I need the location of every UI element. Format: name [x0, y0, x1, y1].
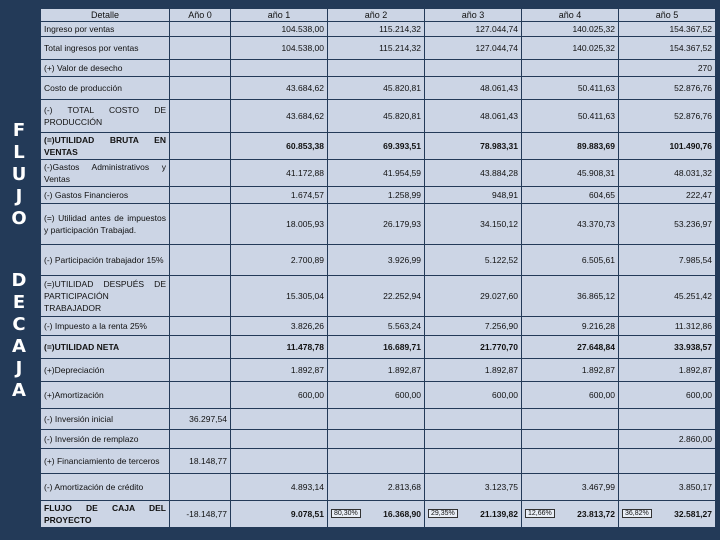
cell-year-2: [328, 409, 424, 429]
cell-year-3: [425, 133, 521, 159]
cell-value: 2.860,00: [678, 434, 712, 444]
cell-value: 154.367,52: [669, 43, 712, 53]
cell-year-2: [328, 430, 424, 448]
cell-year-5: [619, 430, 715, 448]
cell-year-5: [619, 474, 715, 500]
row-label: (-) Inversión inicial: [41, 409, 169, 429]
cell-value: 154.367,52: [669, 24, 712, 34]
cell-value: 1.258,99: [387, 190, 421, 200]
row-label: (=)UTILIDAD NETA: [41, 336, 169, 358]
cell-value: 600,00: [686, 390, 712, 400]
cell-year-3: [425, 245, 521, 275]
cell-year-3: [425, 409, 521, 429]
header-year: año 5: [619, 9, 715, 21]
cell-year-1: [231, 37, 327, 59]
cell-year-0: [170, 430, 230, 448]
cell-year-5: [619, 22, 715, 36]
cell-value: 89.883,69: [577, 141, 615, 151]
cell-year-1: [231, 22, 327, 36]
cell-value: 5.563,24: [387, 321, 421, 331]
cell-year-2: [328, 501, 424, 527]
cell-year-3: [425, 77, 521, 99]
cell-value: 43.884,28: [480, 168, 518, 178]
cell-value: 33.938,57: [674, 342, 712, 352]
side-letter: O: [11, 208, 27, 229]
cell-year-4: [522, 359, 618, 381]
side-letter: L: [13, 142, 25, 163]
side-letter: U: [11, 164, 27, 185]
cell-year-5: [619, 245, 715, 275]
side-letter: A: [12, 380, 26, 401]
cell-year-1: [231, 359, 327, 381]
cell-value: 9.078,51: [290, 509, 324, 519]
cell-year-0: [170, 245, 230, 275]
cell-year-1: [231, 100, 327, 132]
row-label: (-) Amortización de crédito: [41, 474, 169, 500]
cell-year-1: [231, 60, 327, 76]
side-letter: J: [15, 186, 23, 207]
cell-value: 1.892,87: [290, 365, 324, 375]
cell-value: 21.770,70: [480, 342, 518, 352]
header-detalle: Detalle: [41, 9, 169, 21]
cell-year-1: [231, 409, 327, 429]
cell-year-5: [619, 60, 715, 76]
cell-value: 43.684,62: [286, 83, 324, 93]
table-row: [41, 22, 715, 36]
cell-value: 15.305,04: [286, 291, 324, 301]
cell-year-0: [170, 37, 230, 59]
cell-value: 600,00: [395, 390, 421, 400]
percent-box: 12,66%: [525, 509, 555, 518]
cell-value: 36.865,12: [577, 291, 615, 301]
row-label: (-) Inversión de remplazo: [41, 430, 169, 448]
cell-year-3: [425, 474, 521, 500]
cell-value: 101.490,76: [669, 141, 712, 151]
row-label: FLUJO DE CAJA DEL PROYECTO: [41, 501, 169, 527]
table-row: [41, 276, 715, 316]
cell-year-4: [522, 276, 618, 316]
cell-year-1: [231, 501, 327, 527]
cell-value: 43.370,73: [577, 219, 615, 229]
cell-value: 7.256,90: [484, 321, 518, 331]
cell-year-0: 36.297,54: [170, 409, 230, 429]
cell-value: 41.954,59: [383, 168, 421, 178]
cell-value: 45.908,31: [577, 168, 615, 178]
cell-value: 1.892,87: [678, 365, 712, 375]
cell-value: 127.044,74: [475, 24, 518, 34]
cell-year-4: [522, 77, 618, 99]
cell-value: 104.538,00: [281, 43, 324, 53]
cell-year-2: [328, 245, 424, 275]
cell-year-2: [328, 204, 424, 244]
cell-value: 27.648,84: [577, 342, 615, 352]
cell-year-3: [425, 501, 521, 527]
cell-value: 43.684,62: [286, 111, 324, 121]
cell-value: 4.893,14: [290, 482, 324, 492]
cell-year-2: [328, 359, 424, 381]
row-label: (=) Utilidad antes de impuestos y participación Trabajad.: [41, 204, 169, 244]
cell-year-2: [328, 336, 424, 358]
cell-year-3: [425, 276, 521, 316]
cell-year-2: [328, 276, 424, 316]
cell-year-2: [328, 160, 424, 186]
cell-year-0: [170, 204, 230, 244]
table-row: [41, 501, 715, 527]
cell-year-1: [231, 204, 327, 244]
cell-value: 3.123,75: [484, 482, 518, 492]
table-row: [41, 430, 715, 448]
cell-value: 45.251,42: [674, 291, 712, 301]
cell-value: 34.150,12: [480, 219, 518, 229]
cash-flow-table: [40, 8, 716, 528]
cell-value: 600,00: [589, 390, 615, 400]
cell-value: 140.025,32: [572, 43, 615, 53]
cell-year-2: [328, 60, 424, 76]
cell-year-5: [619, 336, 715, 358]
cell-year-3: [425, 37, 521, 59]
side-title-flujo: [6, 120, 32, 230]
table-row: [41, 204, 715, 244]
row-label: (+) Financiamiento de terceros: [41, 449, 169, 473]
cell-year-5: [619, 160, 715, 186]
row-label: Total ingresos por ventas: [41, 37, 169, 59]
cell-year-1: [231, 276, 327, 316]
header-year: año 1: [231, 9, 327, 21]
cell-value: 115.214,32: [379, 24, 421, 34]
cell-year-2: [328, 449, 424, 473]
cell-year-5: [619, 501, 715, 527]
cell-value: 60.853,38: [286, 141, 324, 151]
cell-year-4: [522, 160, 618, 186]
cell-year-3: [425, 60, 521, 76]
percent-box: 29,35%: [428, 509, 458, 518]
side-letter: D: [11, 270, 27, 291]
cell-value: 2.813,68: [387, 482, 421, 492]
table-row: [41, 77, 715, 99]
cell-year-5: [619, 382, 715, 408]
cell-year-0: 18.148,77: [170, 449, 230, 473]
cell-value: 3.850,17: [678, 482, 712, 492]
cell-value: 53.236,97: [674, 219, 712, 229]
table-row: [41, 187, 715, 203]
header-year: Año 0: [170, 9, 230, 21]
cell-year-0: [170, 474, 230, 500]
cell-year-3: [425, 449, 521, 473]
cell-year-1: [231, 187, 327, 203]
cell-year-1: [231, 77, 327, 99]
cell-year-2: [328, 474, 424, 500]
cell-year-4: [522, 336, 618, 358]
cell-year-0: [170, 133, 230, 159]
cell-year-0: [170, 359, 230, 381]
cell-year-1: [231, 317, 327, 335]
cell-year-0: [170, 187, 230, 203]
cell-year-1: [231, 133, 327, 159]
table-row: [41, 359, 715, 381]
table-row: [41, 317, 715, 335]
side-letter: F: [12, 120, 26, 141]
row-label: (-)Gastos Administrativos y Ventas: [41, 160, 169, 186]
cell-year-4: [522, 37, 618, 59]
header-year: año 3: [425, 9, 521, 21]
cell-year-5: [619, 449, 715, 473]
cell-value: 1.892,87: [581, 365, 615, 375]
cell-year-5: [619, 37, 715, 59]
cell-value: 600,00: [492, 390, 518, 400]
cell-year-0: [170, 160, 230, 186]
cell-value: 6.505,61: [581, 255, 615, 265]
cell-year-4: [522, 430, 618, 448]
cell-value: 45.820,81: [383, 111, 421, 121]
cell-year-0: [170, 336, 230, 358]
cell-value: 16.689,71: [383, 342, 421, 352]
percent-box: 36,82%: [622, 509, 652, 518]
cell-value: 1.674,57: [290, 190, 324, 200]
cell-value: 3.926,99: [387, 255, 421, 265]
cell-year-4: [522, 133, 618, 159]
cell-value: 115.214,32: [379, 43, 421, 53]
side-letter: A: [12, 336, 26, 357]
cell-value: 16.368,90: [383, 509, 421, 519]
cell-value: 18.005,93: [286, 219, 324, 229]
table-row: [41, 37, 715, 59]
cell-year-4: [522, 409, 618, 429]
cell-year-3: [425, 204, 521, 244]
cell-year-4: [522, 204, 618, 244]
row-label: (=)UTILIDAD DESPUÉS DE PARTICIPACIÓN TRABAJADOR: [41, 276, 169, 316]
row-label: (-) TOTAL COSTO DE PRODUCCIÓN: [41, 100, 169, 132]
cell-value: 5.122,52: [484, 255, 518, 265]
cell-year-0: [170, 77, 230, 99]
cell-value: 948,91: [492, 190, 518, 200]
cell-year-0: [170, 60, 230, 76]
cell-year-5: [619, 133, 715, 159]
table-row: [41, 245, 715, 275]
header-row: [41, 9, 715, 21]
cell-year-0: -18.148,77: [170, 501, 230, 527]
cell-value: 50.411,63: [577, 83, 615, 93]
cell-year-2: [328, 187, 424, 203]
cell-year-4: [522, 245, 618, 275]
table-row: [41, 60, 715, 76]
cell-year-5: [619, 276, 715, 316]
cell-value: 23.813,72: [577, 509, 615, 519]
table-row: [41, 449, 715, 473]
cell-year-1: [231, 382, 327, 408]
cell-year-1: [231, 160, 327, 186]
cell-year-4: [522, 22, 618, 36]
row-label: (+)Amortización: [41, 382, 169, 408]
cell-value: 21.139,82: [480, 509, 518, 519]
cell-value: 270: [697, 63, 712, 73]
cell-year-5: [619, 359, 715, 381]
cell-value: 3.826,26: [290, 321, 324, 331]
row-label: Costo de producción: [41, 77, 169, 99]
cell-value: 604,65: [589, 190, 615, 200]
cell-year-5: [619, 77, 715, 99]
cell-value: 1.892,87: [387, 365, 421, 375]
cell-value: 2.700,89: [290, 255, 324, 265]
cell-year-2: [328, 22, 424, 36]
cell-year-3: [425, 359, 521, 381]
cell-year-0: [170, 100, 230, 132]
cell-value: 104.538,00: [281, 24, 324, 34]
percent-box: 80,30%: [331, 509, 361, 518]
row-label: (=)UTILIDAD BRUTA EN VENTAS: [41, 133, 169, 159]
cell-year-4: [522, 187, 618, 203]
cell-year-2: [328, 100, 424, 132]
cell-year-2: [328, 77, 424, 99]
cell-year-1: [231, 245, 327, 275]
cell-year-5: [619, 204, 715, 244]
row-label: (-) Participación trabajador 15%: [41, 245, 169, 275]
cell-year-1: [231, 336, 327, 358]
cell-value: 78.983,31: [480, 141, 518, 151]
cell-value: 52.876,76: [674, 111, 712, 121]
cell-year-0: [170, 22, 230, 36]
cell-year-1: [231, 449, 327, 473]
table-row: [41, 336, 715, 358]
table-row: [41, 100, 715, 132]
cell-year-3: [425, 187, 521, 203]
cell-value: 48.031,32: [674, 168, 712, 178]
cell-year-3: [425, 22, 521, 36]
cell-value: 52.876,76: [674, 83, 712, 93]
header-year: año 4: [522, 9, 618, 21]
row-label: (-) Impuesto a la renta 25%: [41, 317, 169, 335]
side-letter: C: [12, 314, 26, 335]
cell-value: 222,47: [686, 190, 712, 200]
cell-year-3: [425, 336, 521, 358]
table-row: [41, 160, 715, 186]
cell-value: 7.985,54: [678, 255, 712, 265]
cell-year-1: [231, 430, 327, 448]
row-label: Ingreso por ventas: [41, 22, 169, 36]
cell-year-4: [522, 474, 618, 500]
cell-value: 29.027,60: [480, 291, 518, 301]
side-letter: J: [15, 358, 23, 379]
side-title-decaja: [6, 270, 32, 402]
table-row: [41, 133, 715, 159]
cell-value: 600,00: [298, 390, 324, 400]
cell-year-5: [619, 187, 715, 203]
cell-year-4: [522, 317, 618, 335]
cell-year-5: [619, 100, 715, 132]
side-letter: E: [12, 292, 26, 313]
cell-value: 41.172,88: [286, 168, 324, 178]
cell-value: 48.061,43: [480, 83, 518, 93]
cell-value: 140.025,32: [572, 24, 615, 34]
cell-year-4: [522, 449, 618, 473]
cell-year-2: [328, 317, 424, 335]
cell-year-3: [425, 100, 521, 132]
cell-value: 22.252,94: [383, 291, 421, 301]
cell-year-2: [328, 37, 424, 59]
cell-value: 11.478,78: [286, 342, 324, 352]
cell-value: 1.892,87: [484, 365, 518, 375]
cell-year-1: [231, 474, 327, 500]
row-label: (+)Depreciación: [41, 359, 169, 381]
cell-value: 48.061,43: [480, 111, 518, 121]
header-year: año 2: [328, 9, 424, 21]
cell-value: 11.312,86: [674, 321, 712, 331]
cell-year-3: [425, 382, 521, 408]
table-row: [41, 409, 715, 429]
cell-year-4: [522, 60, 618, 76]
cell-year-0: [170, 382, 230, 408]
cell-value: 127.044,74: [475, 43, 518, 53]
cell-value: 50.411,63: [577, 111, 615, 121]
cell-year-3: [425, 317, 521, 335]
table-row: [41, 474, 715, 500]
cell-year-0: [170, 276, 230, 316]
cell-value: 32.581,27: [674, 509, 712, 519]
cell-value: 3.467,99: [581, 482, 615, 492]
cell-value: 69.393,51: [383, 141, 421, 151]
row-label: (-) Gastos Financieros: [41, 187, 169, 203]
table-row: [41, 382, 715, 408]
cell-value: 9.216,28: [581, 321, 615, 331]
cell-year-0: [170, 317, 230, 335]
cell-year-4: [522, 382, 618, 408]
cell-year-4: [522, 501, 618, 527]
row-label: (+) Valor de desecho: [41, 60, 169, 76]
cell-value: 45.820,81: [383, 83, 421, 93]
cell-year-5: [619, 317, 715, 335]
cell-year-3: [425, 160, 521, 186]
cell-year-3: [425, 430, 521, 448]
cell-value: 26.179,93: [383, 219, 421, 229]
cell-year-5: [619, 409, 715, 429]
cell-year-2: [328, 382, 424, 408]
cell-year-4: [522, 100, 618, 132]
cell-year-2: [328, 133, 424, 159]
